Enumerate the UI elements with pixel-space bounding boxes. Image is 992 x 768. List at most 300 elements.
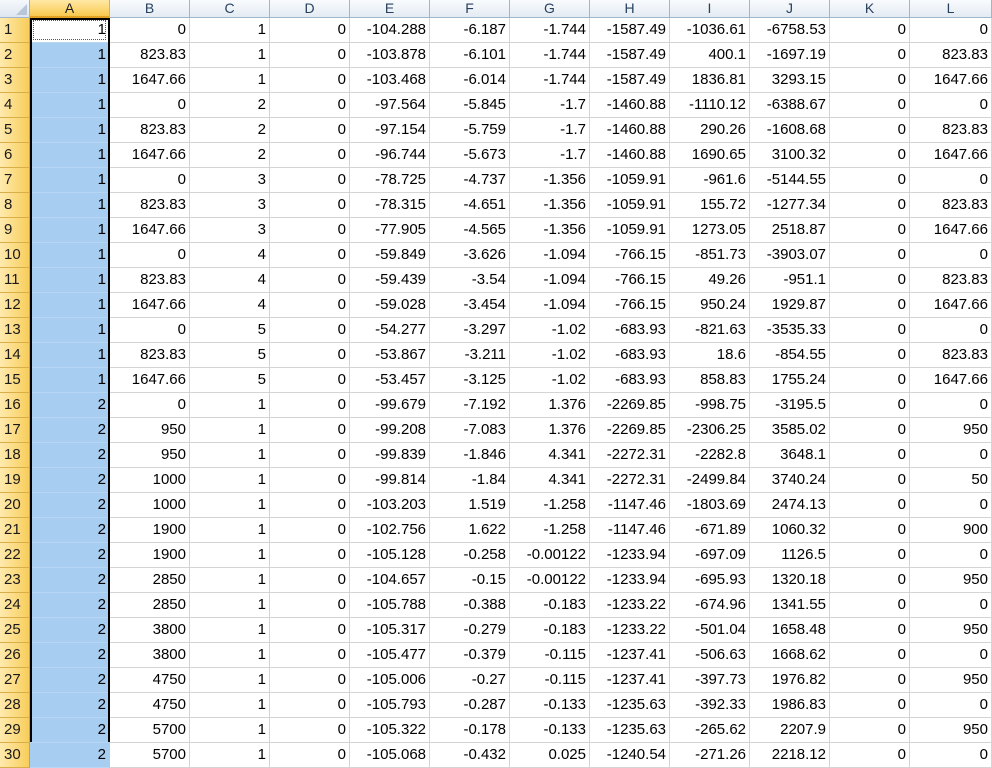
cell-e8[interactable]: -78.315 xyxy=(350,193,430,218)
cell-j29[interactable]: 2207.9 xyxy=(750,718,830,743)
cell-h10[interactable]: -766.15 xyxy=(590,243,670,268)
row-header-11[interactable]: 11 xyxy=(0,268,30,293)
cell-l9[interactable]: 1647.66 xyxy=(910,218,992,243)
cell-j20[interactable]: 2474.13 xyxy=(750,493,830,518)
cell-h16[interactable]: -2269.85 xyxy=(590,393,670,418)
cell-e24[interactable]: -105.788 xyxy=(350,593,430,618)
cell-a5[interactable]: 1 xyxy=(30,118,110,143)
cell-d21[interactable]: 0 xyxy=(270,518,350,543)
cell-c28[interactable]: 1 xyxy=(190,693,270,718)
cell-e2[interactable]: -103.878 xyxy=(350,43,430,68)
cell-c17[interactable]: 1 xyxy=(190,418,270,443)
cell-i6[interactable]: 1690.65 xyxy=(670,143,750,168)
cell-i18[interactable]: -2282.8 xyxy=(670,443,750,468)
cell-a6[interactable]: 1 xyxy=(30,143,110,168)
cell-f1[interactable]: -6.187 xyxy=(430,18,510,43)
cell-j9[interactable]: 2518.87 xyxy=(750,218,830,243)
cell-c21[interactable]: 1 xyxy=(190,518,270,543)
column-header-j[interactable]: J xyxy=(750,0,830,18)
cell-c14[interactable]: 5 xyxy=(190,343,270,368)
cell-a25[interactable]: 2 xyxy=(30,618,110,643)
cell-a3[interactable]: 1 xyxy=(30,68,110,93)
cell-c25[interactable]: 1 xyxy=(190,618,270,643)
cell-f13[interactable]: -3.297 xyxy=(430,318,510,343)
cell-g13[interactable]: -1.02 xyxy=(510,318,590,343)
cell-d30[interactable]: 0 xyxy=(270,743,350,768)
cell-c24[interactable]: 1 xyxy=(190,593,270,618)
cell-g30[interactable]: 0.025 xyxy=(510,743,590,768)
cell-g12[interactable]: -1.094 xyxy=(510,293,590,318)
cell-b14[interactable]: 823.83 xyxy=(110,343,190,368)
row-header-25[interactable]: 25 xyxy=(0,618,30,643)
cell-b7[interactable]: 0 xyxy=(110,168,190,193)
row-header-24[interactable]: 24 xyxy=(0,593,30,618)
cell-k15[interactable]: 0 xyxy=(830,368,910,393)
cell-h26[interactable]: -1237.41 xyxy=(590,643,670,668)
cell-c27[interactable]: 1 xyxy=(190,668,270,693)
cell-k30[interactable]: 0 xyxy=(830,743,910,768)
cell-h9[interactable]: -1059.91 xyxy=(590,218,670,243)
cell-c15[interactable]: 5 xyxy=(190,368,270,393)
cell-c26[interactable]: 1 xyxy=(190,643,270,668)
cell-d19[interactable]: 0 xyxy=(270,468,350,493)
cell-f28[interactable]: -0.287 xyxy=(430,693,510,718)
cell-h20[interactable]: -1147.46 xyxy=(590,493,670,518)
cell-k19[interactable]: 0 xyxy=(830,468,910,493)
cell-l22[interactable]: 0 xyxy=(910,543,992,568)
row-header-19[interactable]: 19 xyxy=(0,468,30,493)
cell-h1[interactable]: -1587.49 xyxy=(590,18,670,43)
cell-l28[interactable]: 0 xyxy=(910,693,992,718)
cell-j17[interactable]: 3585.02 xyxy=(750,418,830,443)
cell-e9[interactable]: -77.905 xyxy=(350,218,430,243)
cell-l11[interactable]: 823.83 xyxy=(910,268,992,293)
cell-j7[interactable]: -5144.55 xyxy=(750,168,830,193)
cell-k7[interactable]: 0 xyxy=(830,168,910,193)
cell-h28[interactable]: -1235.63 xyxy=(590,693,670,718)
row-header-27[interactable]: 27 xyxy=(0,668,30,693)
cell-i26[interactable]: -506.63 xyxy=(670,643,750,668)
cell-f27[interactable]: -0.27 xyxy=(430,668,510,693)
cell-a27[interactable]: 2 xyxy=(30,668,110,693)
cell-f12[interactable]: -3.454 xyxy=(430,293,510,318)
cell-d22[interactable]: 0 xyxy=(270,543,350,568)
cell-c3[interactable]: 1 xyxy=(190,68,270,93)
cell-b27[interactable]: 4750 xyxy=(110,668,190,693)
cell-k13[interactable]: 0 xyxy=(830,318,910,343)
cell-i23[interactable]: -695.93 xyxy=(670,568,750,593)
cell-f3[interactable]: -6.014 xyxy=(430,68,510,93)
cell-j26[interactable]: 1668.62 xyxy=(750,643,830,668)
cell-h25[interactable]: -1233.22 xyxy=(590,618,670,643)
cell-f22[interactable]: -0.258 xyxy=(430,543,510,568)
cell-b19[interactable]: 1000 xyxy=(110,468,190,493)
cell-d2[interactable]: 0 xyxy=(270,43,350,68)
cell-k23[interactable]: 0 xyxy=(830,568,910,593)
cell-k27[interactable]: 0 xyxy=(830,668,910,693)
cell-h13[interactable]: -683.93 xyxy=(590,318,670,343)
cell-g24[interactable]: -0.183 xyxy=(510,593,590,618)
cell-l15[interactable]: 1647.66 xyxy=(910,368,992,393)
cell-k18[interactable]: 0 xyxy=(830,443,910,468)
cell-c19[interactable]: 1 xyxy=(190,468,270,493)
row-header-4[interactable]: 4 xyxy=(0,93,30,118)
cell-e7[interactable]: -78.725 xyxy=(350,168,430,193)
cell-a7[interactable]: 1 xyxy=(30,168,110,193)
cell-g25[interactable]: -0.183 xyxy=(510,618,590,643)
cell-k28[interactable]: 0 xyxy=(830,693,910,718)
cell-e19[interactable]: -99.814 xyxy=(350,468,430,493)
cell-j8[interactable]: -1277.34 xyxy=(750,193,830,218)
cell-j22[interactable]: 1126.5 xyxy=(750,543,830,568)
cell-i3[interactable]: 1836.81 xyxy=(670,68,750,93)
cell-c23[interactable]: 1 xyxy=(190,568,270,593)
cell-i16[interactable]: -998.75 xyxy=(670,393,750,418)
cell-b3[interactable]: 1647.66 xyxy=(110,68,190,93)
cell-d25[interactable]: 0 xyxy=(270,618,350,643)
cell-b4[interactable]: 0 xyxy=(110,93,190,118)
cell-d8[interactable]: 0 xyxy=(270,193,350,218)
cell-a17[interactable]: 2 xyxy=(30,418,110,443)
cell-g18[interactable]: 4.341 xyxy=(510,443,590,468)
cell-g9[interactable]: -1.356 xyxy=(510,218,590,243)
cell-h23[interactable]: -1233.94 xyxy=(590,568,670,593)
cell-e28[interactable]: -105.793 xyxy=(350,693,430,718)
cell-c2[interactable]: 1 xyxy=(190,43,270,68)
cell-f25[interactable]: -0.279 xyxy=(430,618,510,643)
cell-l7[interactable]: 0 xyxy=(910,168,992,193)
cell-f18[interactable]: -1.846 xyxy=(430,443,510,468)
cell-b1[interactable]: 0 xyxy=(110,18,190,43)
cell-k5[interactable]: 0 xyxy=(830,118,910,143)
cell-c12[interactable]: 4 xyxy=(190,293,270,318)
row-header-22[interactable]: 22 xyxy=(0,543,30,568)
cell-i17[interactable]: -2306.25 xyxy=(670,418,750,443)
cell-e29[interactable]: -105.322 xyxy=(350,718,430,743)
cell-d14[interactable]: 0 xyxy=(270,343,350,368)
row-header-18[interactable]: 18 xyxy=(0,443,30,468)
cell-h12[interactable]: -766.15 xyxy=(590,293,670,318)
cell-k9[interactable]: 0 xyxy=(830,218,910,243)
cell-a12[interactable]: 1 xyxy=(30,293,110,318)
cell-h17[interactable]: -2269.85 xyxy=(590,418,670,443)
cell-a21[interactable]: 2 xyxy=(30,518,110,543)
cell-a4[interactable]: 1 xyxy=(30,93,110,118)
cell-c9[interactable]: 3 xyxy=(190,218,270,243)
cell-e1[interactable]: -104.288 xyxy=(350,18,430,43)
cell-j23[interactable]: 1320.18 xyxy=(750,568,830,593)
cell-g27[interactable]: -0.115 xyxy=(510,668,590,693)
cell-b29[interactable]: 5700 xyxy=(110,718,190,743)
cell-l18[interactable]: 0 xyxy=(910,443,992,468)
cell-c1[interactable]: 1 xyxy=(190,18,270,43)
cell-c10[interactable]: 4 xyxy=(190,243,270,268)
cell-j2[interactable]: -1697.19 xyxy=(750,43,830,68)
row-header-12[interactable]: 12 xyxy=(0,293,30,318)
cell-i19[interactable]: -2499.84 xyxy=(670,468,750,493)
cell-l8[interactable]: 823.83 xyxy=(910,193,992,218)
cell-l12[interactable]: 1647.66 xyxy=(910,293,992,318)
cell-h3[interactable]: -1587.49 xyxy=(590,68,670,93)
cell-k8[interactable]: 0 xyxy=(830,193,910,218)
cell-e27[interactable]: -105.006 xyxy=(350,668,430,693)
cell-h21[interactable]: -1147.46 xyxy=(590,518,670,543)
cell-j12[interactable]: 1929.87 xyxy=(750,293,830,318)
cell-e16[interactable]: -99.679 xyxy=(350,393,430,418)
cell-d6[interactable]: 0 xyxy=(270,143,350,168)
cell-i30[interactable]: -271.26 xyxy=(670,743,750,768)
cell-l25[interactable]: 950 xyxy=(910,618,992,643)
cell-j25[interactable]: 1658.48 xyxy=(750,618,830,643)
row-header-8[interactable]: 8 xyxy=(0,193,30,218)
cell-j3[interactable]: 3293.15 xyxy=(750,68,830,93)
cell-i27[interactable]: -397.73 xyxy=(670,668,750,693)
cell-i9[interactable]: 1273.05 xyxy=(670,218,750,243)
row-header-9[interactable]: 9 xyxy=(0,218,30,243)
column-header-f[interactable]: F xyxy=(430,0,510,18)
cell-e25[interactable]: -105.317 xyxy=(350,618,430,643)
cell-l20[interactable]: 0 xyxy=(910,493,992,518)
cell-g6[interactable]: -1.7 xyxy=(510,143,590,168)
cell-e20[interactable]: -103.203 xyxy=(350,493,430,518)
cell-l10[interactable]: 0 xyxy=(910,243,992,268)
cell-e15[interactable]: -53.457 xyxy=(350,368,430,393)
row-header-20[interactable]: 20 xyxy=(0,493,30,518)
cell-l23[interactable]: 950 xyxy=(910,568,992,593)
column-header-a[interactable]: A xyxy=(30,0,110,18)
cell-f7[interactable]: -4.737 xyxy=(430,168,510,193)
cell-k24[interactable]: 0 xyxy=(830,593,910,618)
row-header-15[interactable]: 15 xyxy=(0,368,30,393)
cell-e11[interactable]: -59.439 xyxy=(350,268,430,293)
cell-k11[interactable]: 0 xyxy=(830,268,910,293)
cell-a18[interactable]: 2 xyxy=(30,443,110,468)
cell-h29[interactable]: -1235.63 xyxy=(590,718,670,743)
row-header-30[interactable]: 30 xyxy=(0,743,30,768)
cell-d4[interactable]: 0 xyxy=(270,93,350,118)
cell-l27[interactable]: 950 xyxy=(910,668,992,693)
cell-b22[interactable]: 1900 xyxy=(110,543,190,568)
cell-i7[interactable]: -961.6 xyxy=(670,168,750,193)
cell-i21[interactable]: -671.89 xyxy=(670,518,750,543)
column-header-h[interactable]: H xyxy=(590,0,670,18)
row-header-6[interactable]: 6 xyxy=(0,143,30,168)
cell-e14[interactable]: -53.867 xyxy=(350,343,430,368)
cell-b30[interactable]: 5700 xyxy=(110,743,190,768)
cell-i14[interactable]: 18.6 xyxy=(670,343,750,368)
cell-c16[interactable]: 1 xyxy=(190,393,270,418)
cell-c30[interactable]: 1 xyxy=(190,743,270,768)
cell-b21[interactable]: 1900 xyxy=(110,518,190,543)
cell-h7[interactable]: -1059.91 xyxy=(590,168,670,193)
cell-d13[interactable]: 0 xyxy=(270,318,350,343)
cell-a9[interactable]: 1 xyxy=(30,218,110,243)
cell-e12[interactable]: -59.028 xyxy=(350,293,430,318)
cell-h22[interactable]: -1233.94 xyxy=(590,543,670,568)
cell-j28[interactable]: 1986.83 xyxy=(750,693,830,718)
cell-h19[interactable]: -2272.31 xyxy=(590,468,670,493)
cell-l1[interactable]: 0 xyxy=(910,18,992,43)
cell-b2[interactable]: 823.83 xyxy=(110,43,190,68)
cell-l2[interactable]: 823.83 xyxy=(910,43,992,68)
cell-g11[interactable]: -1.094 xyxy=(510,268,590,293)
cell-e18[interactable]: -99.839 xyxy=(350,443,430,468)
cell-l6[interactable]: 1647.66 xyxy=(910,143,992,168)
cell-e26[interactable]: -105.477 xyxy=(350,643,430,668)
cell-l30[interactable]: 0 xyxy=(910,743,992,768)
cell-j10[interactable]: -3903.07 xyxy=(750,243,830,268)
cell-j5[interactable]: -1608.68 xyxy=(750,118,830,143)
cell-j16[interactable]: -3195.5 xyxy=(750,393,830,418)
cell-g23[interactable]: -0.00122 xyxy=(510,568,590,593)
cell-h5[interactable]: -1460.88 xyxy=(590,118,670,143)
cell-d23[interactable]: 0 xyxy=(270,568,350,593)
cell-k3[interactable]: 0 xyxy=(830,68,910,93)
cell-c8[interactable]: 3 xyxy=(190,193,270,218)
cell-i25[interactable]: -501.04 xyxy=(670,618,750,643)
cell-b18[interactable]: 950 xyxy=(110,443,190,468)
cell-b5[interactable]: 823.83 xyxy=(110,118,190,143)
cell-j13[interactable]: -3535.33 xyxy=(750,318,830,343)
cell-k4[interactable]: 0 xyxy=(830,93,910,118)
cell-j18[interactable]: 3648.1 xyxy=(750,443,830,468)
cell-d26[interactable]: 0 xyxy=(270,643,350,668)
cell-f14[interactable]: -3.211 xyxy=(430,343,510,368)
cell-l13[interactable]: 0 xyxy=(910,318,992,343)
row-header-1[interactable]: 1 xyxy=(0,18,30,43)
column-header-c[interactable]: C xyxy=(190,0,270,18)
cell-h18[interactable]: -2272.31 xyxy=(590,443,670,468)
cell-f19[interactable]: -1.84 xyxy=(430,468,510,493)
cell-b15[interactable]: 1647.66 xyxy=(110,368,190,393)
cell-b20[interactable]: 1000 xyxy=(110,493,190,518)
cell-b6[interactable]: 1647.66 xyxy=(110,143,190,168)
cell-d28[interactable]: 0 xyxy=(270,693,350,718)
cell-h14[interactable]: -683.93 xyxy=(590,343,670,368)
cell-k20[interactable]: 0 xyxy=(830,493,910,518)
cell-j6[interactable]: 3100.32 xyxy=(750,143,830,168)
cell-l3[interactable]: 1647.66 xyxy=(910,68,992,93)
cell-l24[interactable]: 0 xyxy=(910,593,992,618)
cell-a11[interactable]: 1 xyxy=(30,268,110,293)
cell-l21[interactable]: 900 xyxy=(910,518,992,543)
cell-i1[interactable]: -1036.61 xyxy=(670,18,750,43)
cell-c18[interactable]: 1 xyxy=(190,443,270,468)
row-header-14[interactable]: 14 xyxy=(0,343,30,368)
cell-k22[interactable]: 0 xyxy=(830,543,910,568)
cell-e22[interactable]: -105.128 xyxy=(350,543,430,568)
cell-c6[interactable]: 2 xyxy=(190,143,270,168)
cell-j19[interactable]: 3740.24 xyxy=(750,468,830,493)
cell-k1[interactable]: 0 xyxy=(830,18,910,43)
cell-b24[interactable]: 2850 xyxy=(110,593,190,618)
cell-j24[interactable]: 1341.55 xyxy=(750,593,830,618)
cell-j30[interactable]: 2218.12 xyxy=(750,743,830,768)
cell-a24[interactable]: 2 xyxy=(30,593,110,618)
cell-f16[interactable]: -7.192 xyxy=(430,393,510,418)
cell-l29[interactable]: 950 xyxy=(910,718,992,743)
cell-g7[interactable]: -1.356 xyxy=(510,168,590,193)
cell-c5[interactable]: 2 xyxy=(190,118,270,143)
cell-c13[interactable]: 5 xyxy=(190,318,270,343)
cell-d9[interactable]: 0 xyxy=(270,218,350,243)
column-header-i[interactable]: I xyxy=(670,0,750,18)
cell-d24[interactable]: 0 xyxy=(270,593,350,618)
cell-g5[interactable]: -1.7 xyxy=(510,118,590,143)
cell-j14[interactable]: -854.55 xyxy=(750,343,830,368)
cell-d3[interactable]: 0 xyxy=(270,68,350,93)
cell-f9[interactable]: -4.565 xyxy=(430,218,510,243)
column-header-l[interactable]: L xyxy=(910,0,992,18)
cell-b16[interactable]: 0 xyxy=(110,393,190,418)
cell-e5[interactable]: -97.154 xyxy=(350,118,430,143)
cell-i24[interactable]: -674.96 xyxy=(670,593,750,618)
cell-i28[interactable]: -392.33 xyxy=(670,693,750,718)
cell-b17[interactable]: 950 xyxy=(110,418,190,443)
cell-e23[interactable]: -104.657 xyxy=(350,568,430,593)
cell-a10[interactable]: 1 xyxy=(30,243,110,268)
cell-b13[interactable]: 0 xyxy=(110,318,190,343)
cell-d11[interactable]: 0 xyxy=(270,268,350,293)
cell-c29[interactable]: 1 xyxy=(190,718,270,743)
cell-f8[interactable]: -4.651 xyxy=(430,193,510,218)
cell-a30[interactable]: 2 xyxy=(30,743,110,768)
cell-a29[interactable]: 2 xyxy=(30,718,110,743)
cell-i12[interactable]: 950.24 xyxy=(670,293,750,318)
cell-c7[interactable]: 3 xyxy=(190,168,270,193)
cell-i2[interactable]: 400.1 xyxy=(670,43,750,68)
cell-b26[interactable]: 3800 xyxy=(110,643,190,668)
cell-a26[interactable]: 2 xyxy=(30,643,110,668)
cell-b28[interactable]: 4750 xyxy=(110,693,190,718)
cell-k6[interactable]: 0 xyxy=(830,143,910,168)
cell-a13[interactable]: 1 xyxy=(30,318,110,343)
cell-c22[interactable]: 1 xyxy=(190,543,270,568)
cell-l5[interactable]: 823.83 xyxy=(910,118,992,143)
cell-g17[interactable]: 1.376 xyxy=(510,418,590,443)
cell-k2[interactable]: 0 xyxy=(830,43,910,68)
cell-g10[interactable]: -1.094 xyxy=(510,243,590,268)
cell-j21[interactable]: 1060.32 xyxy=(750,518,830,543)
cell-d18[interactable]: 0 xyxy=(270,443,350,468)
cell-a14[interactable]: 1 xyxy=(30,343,110,368)
cell-l19[interactable]: 50 xyxy=(910,468,992,493)
cell-k14[interactable]: 0 xyxy=(830,343,910,368)
row-header-5[interactable]: 5 xyxy=(0,118,30,143)
cell-b9[interactable]: 1647.66 xyxy=(110,218,190,243)
row-header-7[interactable]: 7 xyxy=(0,168,30,193)
cell-b10[interactable]: 0 xyxy=(110,243,190,268)
cell-e4[interactable]: -97.564 xyxy=(350,93,430,118)
cell-a1[interactable]: 1 xyxy=(30,18,110,43)
cell-a23[interactable]: 2 xyxy=(30,568,110,593)
cell-i20[interactable]: -1803.69 xyxy=(670,493,750,518)
cell-l14[interactable]: 823.83 xyxy=(910,343,992,368)
cell-l26[interactable]: 0 xyxy=(910,643,992,668)
cell-b12[interactable]: 1647.66 xyxy=(110,293,190,318)
cell-c20[interactable]: 1 xyxy=(190,493,270,518)
cell-a16[interactable]: 2 xyxy=(30,393,110,418)
cell-a28[interactable]: 2 xyxy=(30,693,110,718)
cell-d15[interactable]: 0 xyxy=(270,368,350,393)
cell-k21[interactable]: 0 xyxy=(830,518,910,543)
cell-c4[interactable]: 2 xyxy=(190,93,270,118)
cell-b11[interactable]: 823.83 xyxy=(110,268,190,293)
cell-i11[interactable]: 49.26 xyxy=(670,268,750,293)
cell-i22[interactable]: -697.09 xyxy=(670,543,750,568)
row-header-10[interactable]: 10 xyxy=(0,243,30,268)
cell-j15[interactable]: 1755.24 xyxy=(750,368,830,393)
